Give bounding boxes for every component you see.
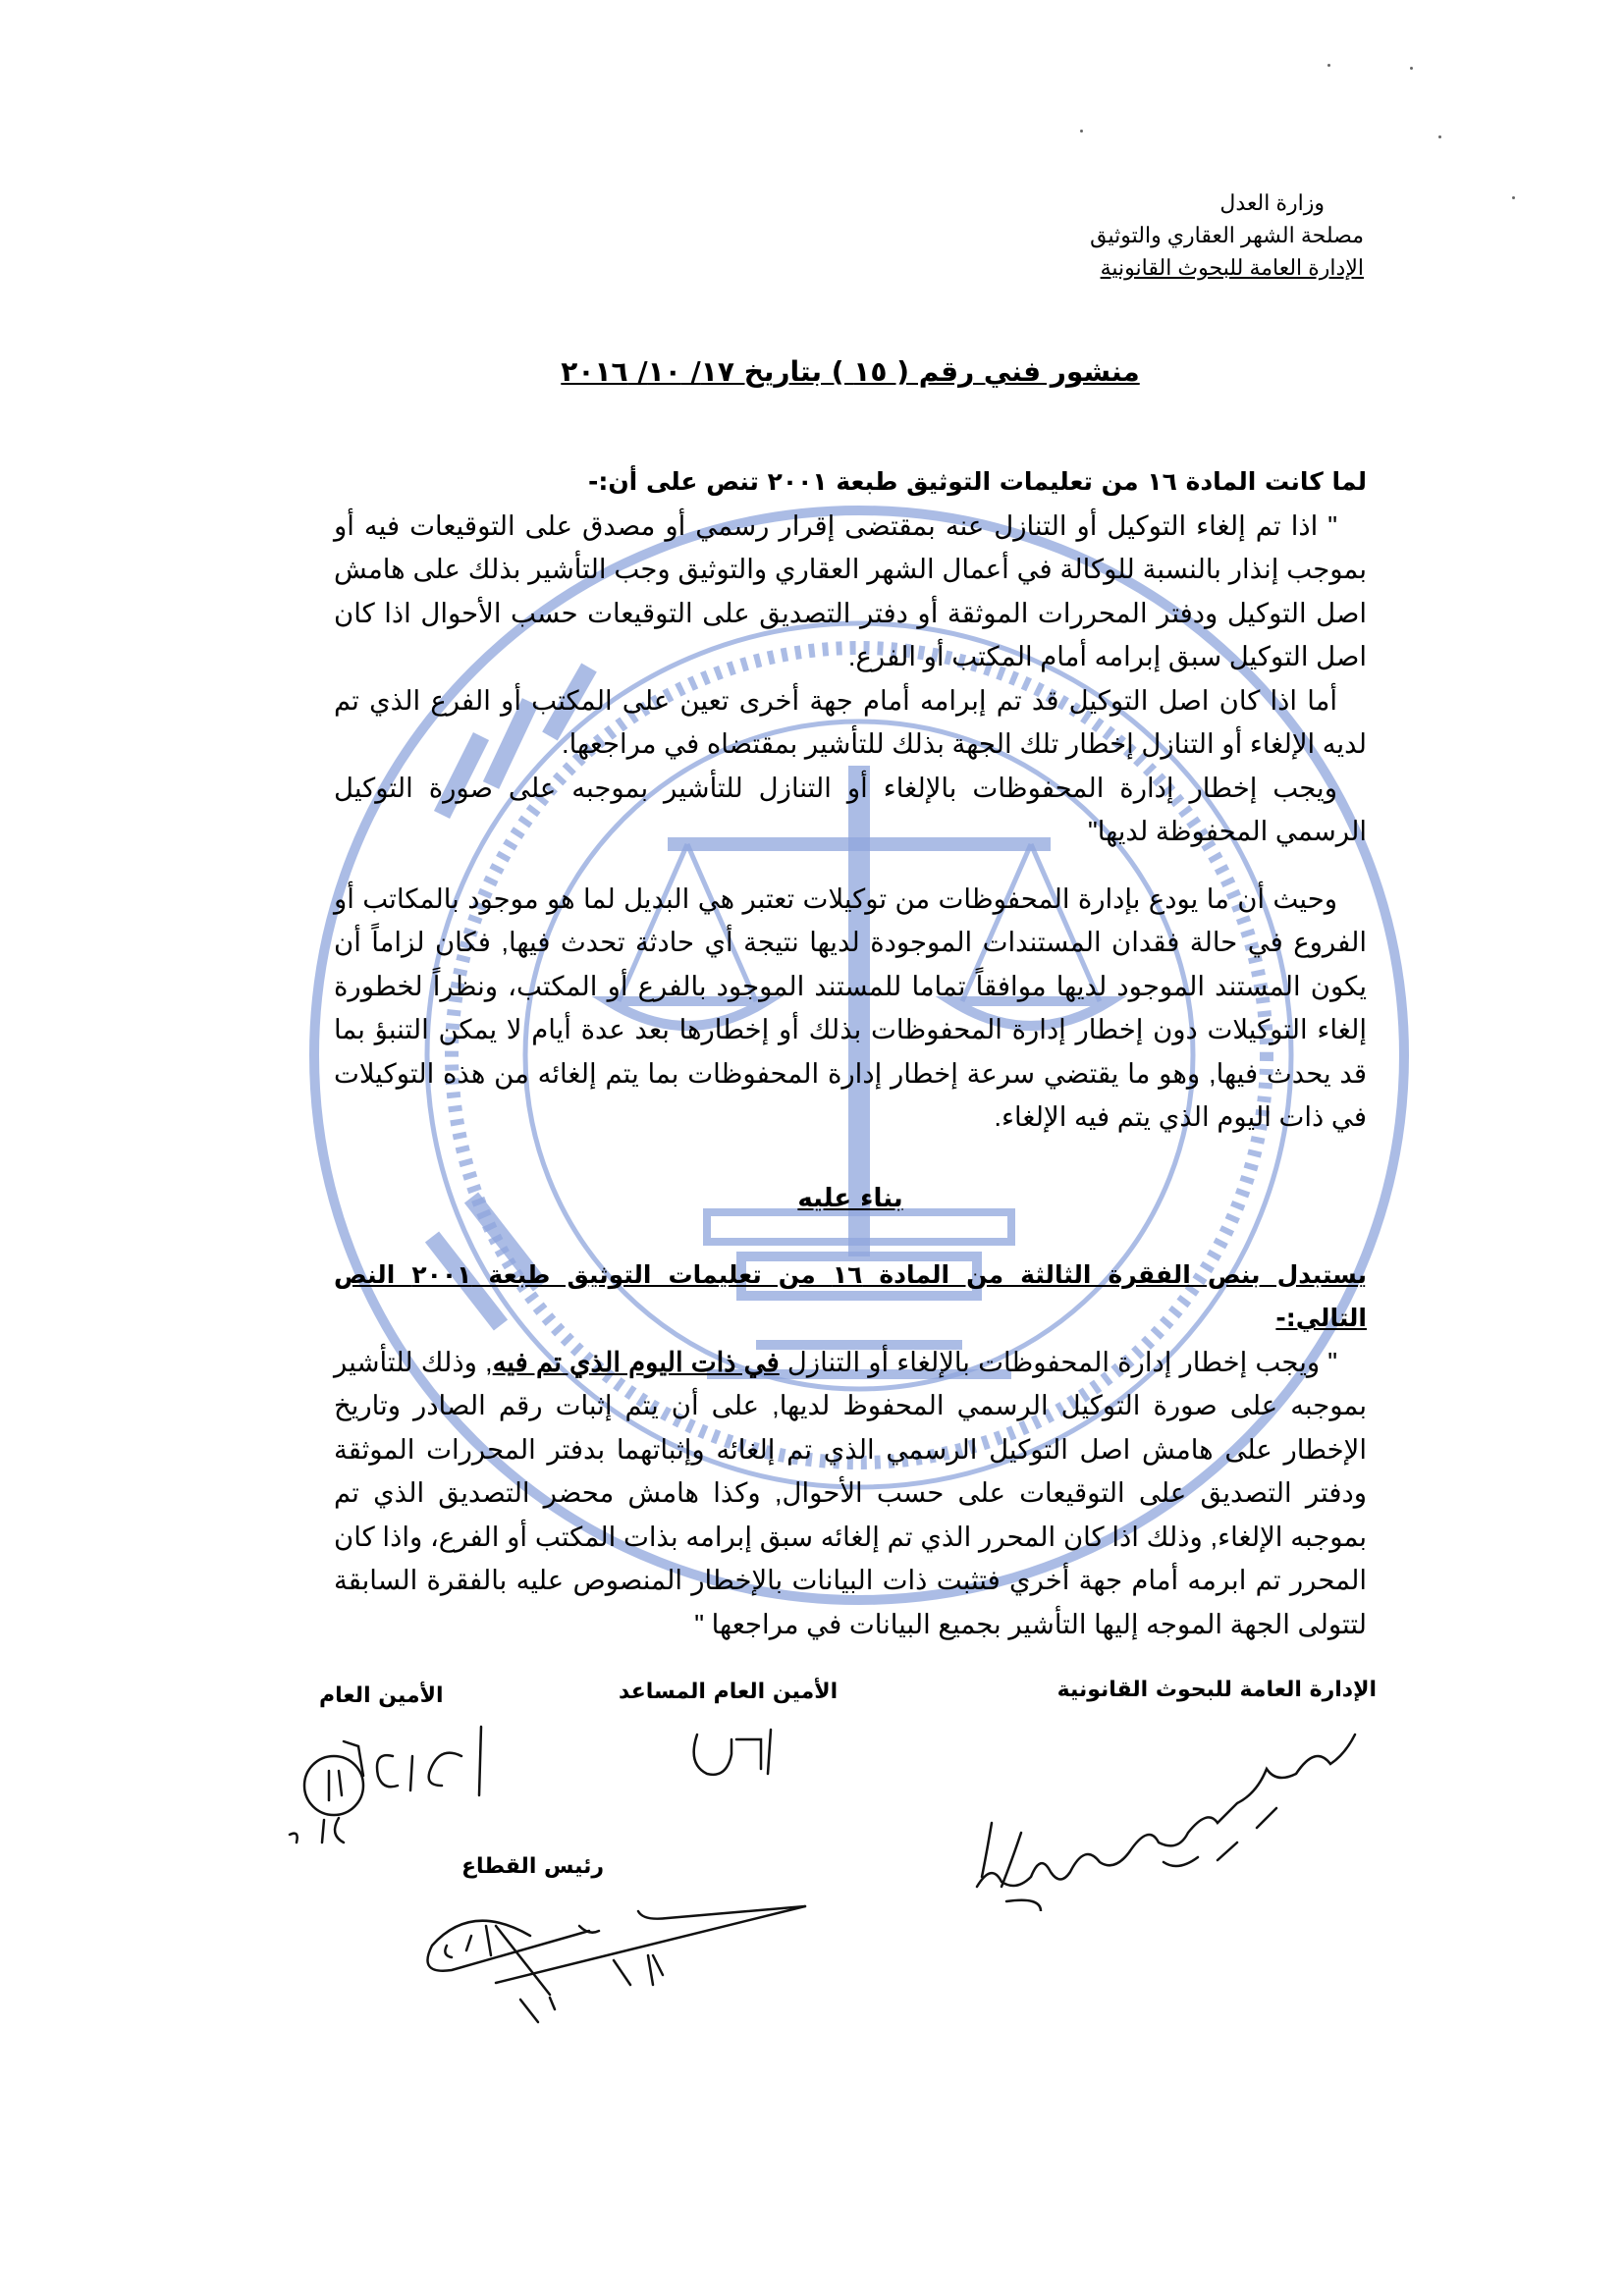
preamble-lead: لما كانت المادة ١٦ من تعليمات التوثيق طبعة ٢٠٠١ تنص على أن:- bbox=[587, 467, 1367, 496]
authority-name: مصلحة الشهر العقاري والتوثيق bbox=[1090, 223, 1364, 247]
amendment-section bbox=[334, 1254, 1367, 1647]
amendment-text bbox=[334, 1341, 1367, 1647]
amendment-emphasis: في ذات اليوم الذي تم فيه bbox=[492, 1346, 780, 1377]
decision-heading: بناء عليه bbox=[797, 1183, 903, 1213]
amendment-text-rest: , وذلك للتأشير بموجبه على صورة التوكيل الرسمي المحفوظ لديها, على أن يتم إثبات رقم الصادر وتاريخ الإخطار على هامش اصل التوكيل الرسمي الذي تم إلغائه وإثباتهما بدفتر المحررات الموثقة ودفتر التصديق على التوقيعات على حسب الأحوال, وكذا هامش محضر التصديق الذي تم بموجبه الإلغاء, وذلك اذا كان المحرر الذي تم إلغائه سبق إبرامه بذات المكتب أو الفرع، واذا كان المحرر تم ابرمه أمام جهة أخري فتثبت ذات البيانات بالإخطار المنصوص عليه بالفقرة السابقة لتتولى الجهة الموجه إليها التأشير بجميع البيانات في مراجعها " bbox=[334, 1346, 1367, 1639]
signature-label-secretary-general: الأمين العام bbox=[319, 1683, 444, 1708]
quoted-paragraph-2: أما اذا كان اصل التوكيل قد تم إبرامه أمام جهة أخرى تعين على المكتب أو الفرع الذي تم لديه الإلغاء أو التنازل إخطار تلك الجهة بذلك للتأشير بمقتضاه في مراجعها. bbox=[334, 684, 1367, 759]
amendment-text-start: " ويجب إخطار إدارة المحفوظات بالإلغاء أو التنازل bbox=[779, 1346, 1338, 1377]
circular-title: منشور فني رقم ( ١٥ ) بتاريخ ١٧/ ١٠/ ٢٠١٦ bbox=[561, 355, 1140, 388]
amendment-lead: يستبدل بنص الفقرة الثالثة من المادة ١٦ من تعليمات التوثيق طبعة ٢٠٠١ النص التالي:- bbox=[334, 1259, 1367, 1332]
quoted-paragraph-1: " اذا تم إلغاء التوكيل أو التنازل عنه بمقتضى إقرار رسمي أو مصدق على التوقيعات فيه أو بموجب إنذار بالنسبة للوكالة في أعمال الشهر العقاري والتوثيق وجب التأشير بذلك على هامش اصل التوكيل ودفتر المحررات الموثقة أو دفتر التصديق على التوقيعات حسب الأحوال اذا كان اصل التوكيل سبق إبرامه أمام المكتب أو الفرع. bbox=[334, 509, 1367, 671]
rationale-section bbox=[334, 878, 1367, 1140]
signature-sector-head bbox=[412, 1896, 923, 2054]
signature-block bbox=[275, 1676, 1377, 2108]
signature-label-assistant-secretary: الأمين العام المساعد bbox=[619, 1680, 839, 1704]
signature-label-sector-head: رئيس القطاع bbox=[461, 1854, 605, 1879]
signature-label-legal-research: الإدارة العامة للبحوث القانونية bbox=[1056, 1678, 1377, 1702]
signature-legal-research bbox=[884, 1715, 1394, 1911]
department-name: الإدارة العامة للبحوث القانونية bbox=[1100, 255, 1364, 280]
signature-secretary-general bbox=[285, 1717, 511, 1844]
quoted-paragraph-3: ويجب إخطار إدارة المحفوظات بالإلغاء أو التنازل للتأشير بموجبه على صورة التوكيل الرسمي المحفوظة لديها" bbox=[334, 772, 1367, 846]
signature-assistant-secretary bbox=[677, 1715, 785, 1793]
ministry-name: وزارة العدل bbox=[1219, 190, 1325, 215]
rationale-paragraph: وحيث أن ما يودع بإدارة المحفوظات من توكيلات تعتبر هي البديل لما هو موجود بالمكاتب أو الفروع في حالة فقدان المستندات الموجودة لديها نتيجة أي حادثة تحدث فيها, فكان لزاماً أن يكون المستند الموجود لديها موافقاً تماما للمستند الموجود بالفرع أو المكتب، ونظراً لخطورة إلغاء التوكيلات دون إخطار إدارة المحفوظات بذلك أو إخطارها بعد عدة أيام لا يمكن التنبؤ بما قد يحدث فيها, وهو ما يقتضي سرعة إخطار إدارة المحفوظات بما يتم إلغائه من هذه التوكيلات في ذات اليوم الذي يتم فيه الإلغاء. bbox=[334, 882, 1367, 1132]
letterhead bbox=[334, 187, 1364, 284]
preamble-section bbox=[334, 460, 1367, 854]
